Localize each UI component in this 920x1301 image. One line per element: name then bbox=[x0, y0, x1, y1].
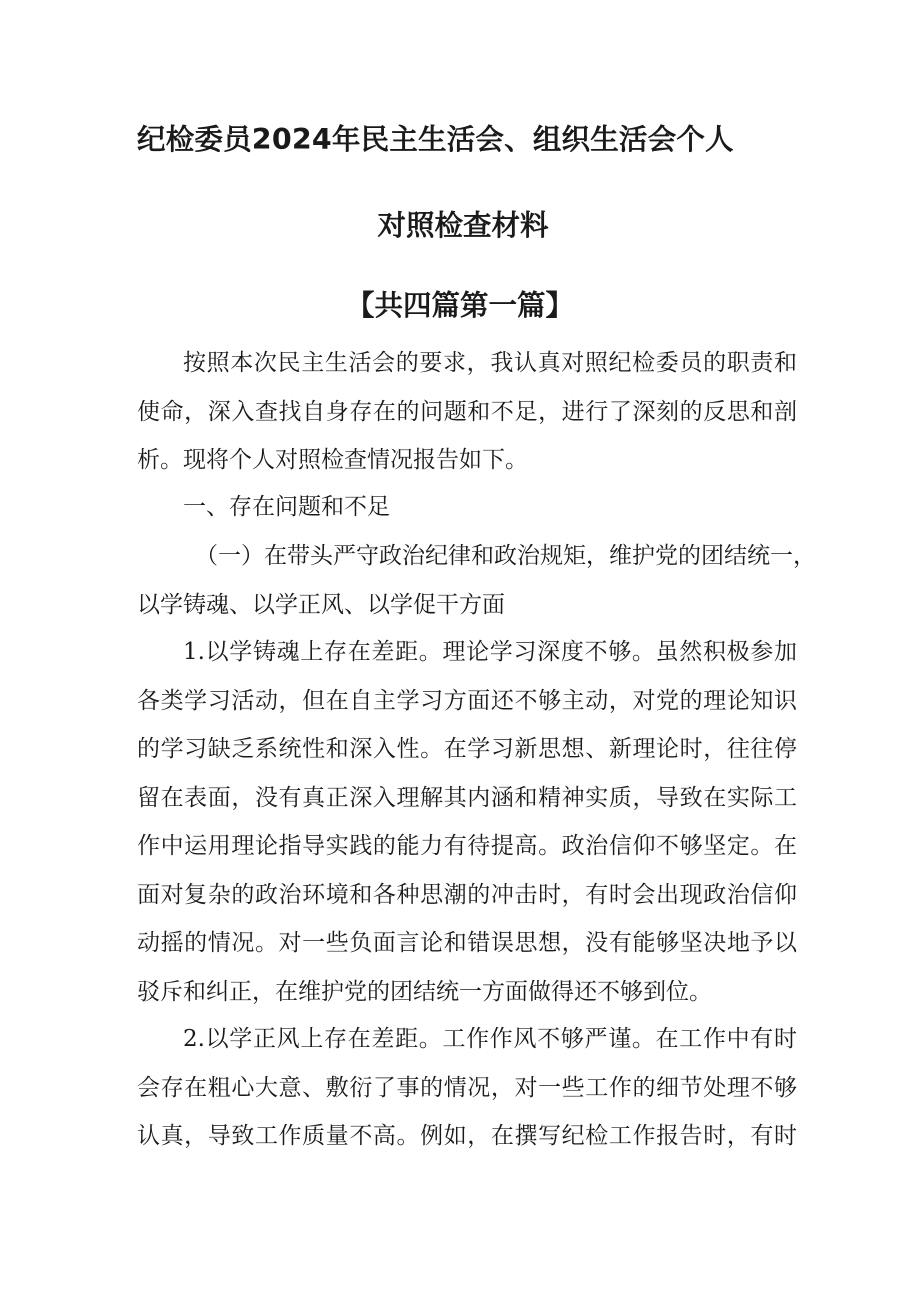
item-1-line-7: 动摇的情况。对一些负面言论和错误思想，没有能够坚决地予以 bbox=[137, 930, 797, 956]
intro-paragraph bbox=[137, 339, 797, 485]
item-2-line-2: 会存在粗心大意、敷衍了事的情况，对一些工作的细节处理不够 bbox=[137, 1074, 797, 1101]
section-heading-problems: 一、存在问题和不足 bbox=[183, 494, 390, 520]
item-2-line-3: 认真，导致工作质量不高。例如，在撰写纪检工作报告时，有时 bbox=[137, 1123, 797, 1149]
document-title-line-2: 对照检查材料 bbox=[377, 209, 549, 242]
document-title-line-1: 纪检委员2024年民主生活会、组织生活会个人 bbox=[137, 123, 734, 156]
item-1-line-4: 留在表面，没有真正深入理解其内涵和精神实质，导致在实际工 bbox=[137, 784, 797, 811]
item-2-line-1: 2.以学正风上存在差距。工作作风不够严谨。在工作中有时 bbox=[183, 1026, 797, 1052]
item-1-line-1: 1.以学铸魂上存在差距。理论学习深度不够。虽然积极参加 bbox=[183, 639, 797, 665]
subsection-1-line-2: 以学铸魂、以学正风、以学促干方面 bbox=[137, 591, 505, 618]
intro-line-1: 按照本次民主生活会的要求，我认真对照纪检委员的职责和 bbox=[183, 350, 797, 376]
intro-line-3: 析。现将个人对照检查情况报告如下。 bbox=[137, 447, 528, 473]
subsection-1-line-1: （一）在带头严守政治纪律和政治规矩，维护党的团结统一， bbox=[195, 543, 816, 569]
item-1-line-6: 面对复杂的政治环境和各种思潮的冲击时，有时会出现政治信仰 bbox=[137, 881, 797, 908]
item-1-line-3: 的学习缺乏系统性和深入性。在学习新思想、新理论时，往往停 bbox=[137, 736, 797, 762]
intro-line-2: 使命，深入查找自身存在的问题和不足，进行了深刻的反思和剖 bbox=[137, 398, 797, 425]
subsection-1-paragraph bbox=[137, 532, 816, 629]
item-1-line-2: 各类学习活动，但在自主学习方面还不够主动，对党的理论知识 bbox=[137, 687, 797, 714]
item-1-line-5: 作中运用理论指导实践的能力有待提高。政治信仰不够坚定。在 bbox=[137, 833, 797, 859]
item-1-line-8: 驳斥和纠正，在维护党的团结统一方面做得还不够到位。 bbox=[137, 978, 712, 1005]
item-2-paragraph bbox=[137, 1015, 797, 1161]
document-subtitle: 【共四篇第一篇】 bbox=[345, 289, 574, 322]
item-1-paragraph bbox=[137, 628, 797, 1016]
